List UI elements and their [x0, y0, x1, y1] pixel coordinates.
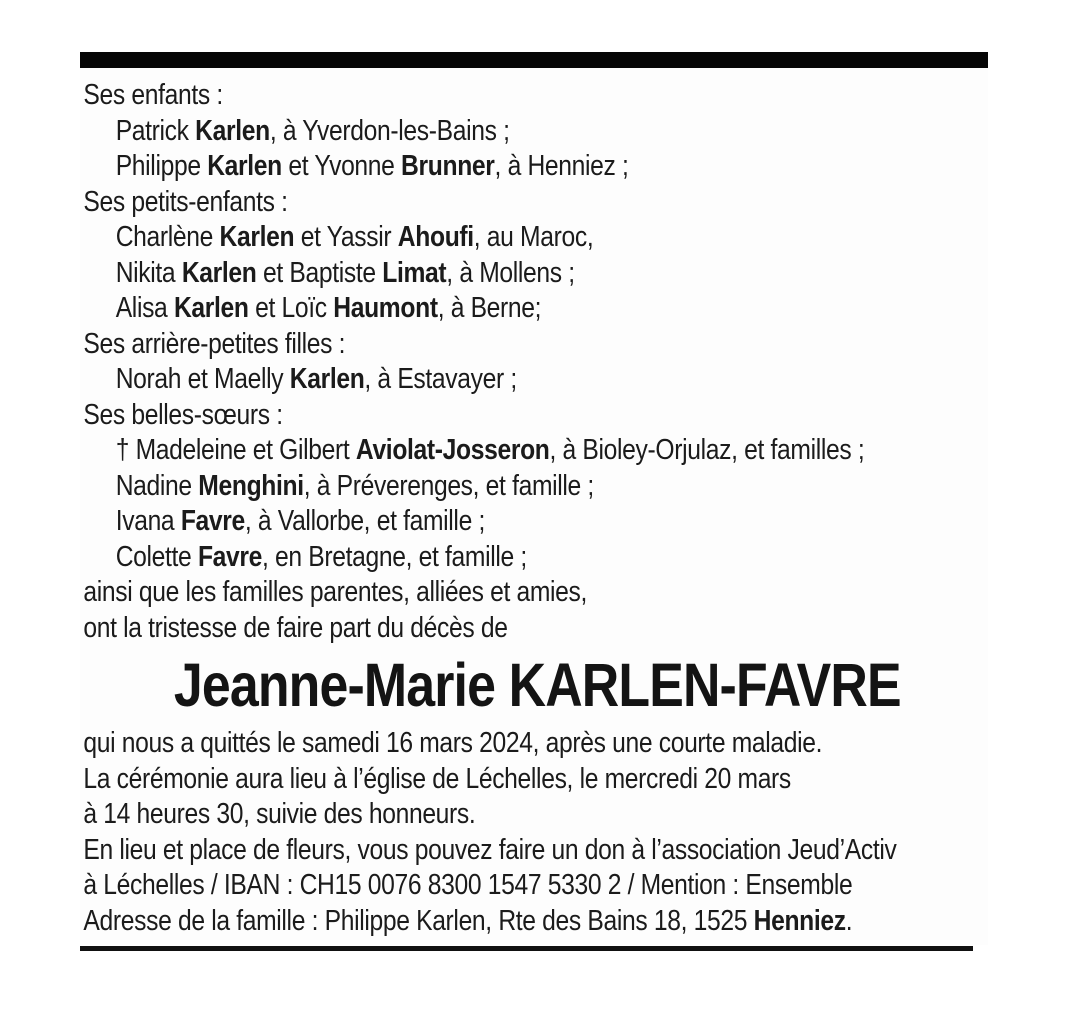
text-segment: La cérémonie aura lieu à l’église de Léchelles, le mercredi 20 mars: [83, 762, 791, 795]
text-line: [83, 362, 991, 398]
bottom-rule: [80, 946, 973, 951]
surname-bold: Haumont: [333, 292, 438, 324]
text-line: [83, 327, 991, 363]
text-line: [83, 797, 991, 833]
text-line: [83, 398, 991, 434]
text-line: [83, 469, 991, 505]
text-segment: , à Yverdon-les-Bains ;: [269, 114, 510, 147]
surname-bold: Henniez: [753, 904, 846, 937]
surname-bold: Favre: [197, 540, 263, 573]
text-segment: .: [845, 904, 853, 937]
obituary-notice: [80, 52, 988, 945]
surname-bold: Karlen: [173, 292, 249, 324]
text-segment: , à Estavayer ;: [364, 363, 517, 395]
text-line: [83, 868, 991, 904]
text-segment: , en Bretagne, et famille ;: [262, 540, 527, 573]
surname-bold: Karlen: [219, 221, 295, 253]
text-line: [83, 149, 991, 185]
surname-bold: Karlen: [195, 114, 270, 147]
text-segment: et Yvonne: [281, 150, 402, 182]
text-segment: , à Bioley-Orjulaz, et familles ;: [549, 434, 865, 466]
surname-bold: Karlen: [207, 150, 282, 182]
text-segment: qui nous a quittés le samedi 16 mars 2024, après une courte maladie.: [83, 727, 823, 759]
family-list-section: [83, 78, 991, 646]
text-segment: Philippe: [115, 150, 208, 182]
text-segment: ont la tristesse de faire part du décès de: [83, 611, 508, 644]
text-line: [83, 504, 991, 540]
text-segment: et Baptiste: [256, 256, 383, 289]
surname-bold: Favre: [180, 505, 245, 537]
text-segment: à 14 heures 30, suivie des honneurs.: [83, 798, 476, 830]
text-segment: et Loïc: [248, 292, 334, 324]
surname-bold: Ahoufi: [397, 221, 474, 253]
text-segment: Norah et Maelly: [115, 363, 290, 395]
text-segment: , au Maroc,: [473, 221, 594, 253]
text-line: [83, 762, 991, 798]
text-line: [83, 611, 991, 647]
surname-bold: Limat: [382, 256, 447, 289]
text-segment: Ivana: [115, 505, 181, 537]
text-segment: Alisa: [115, 292, 174, 324]
surname-bold: Brunner: [401, 150, 495, 182]
text-line: [83, 540, 991, 576]
text-line: [83, 114, 991, 150]
deceased-name-headline: Jeanne-Marie KARLEN-FAVRE: [173, 651, 901, 719]
text-line: [83, 433, 991, 469]
text-segment: † Madeleine et Gilbert: [115, 434, 356, 466]
text-line: [83, 78, 991, 114]
text-line: [83, 833, 991, 869]
surname-bold: Karlen: [181, 256, 257, 289]
text-segment: ainsi que les familles parentes, alliées et amies,: [83, 576, 588, 608]
text-segment: , à Mollens ;: [446, 256, 575, 289]
text-segment: Charlène: [115, 221, 220, 253]
text-segment: , à Berne;: [437, 292, 542, 324]
top-black-bar: [80, 52, 988, 68]
text-segment: Patrick: [115, 114, 196, 147]
text-line: [83, 291, 991, 327]
text-segment: Nadine: [115, 469, 199, 502]
ceremony-details-section: [83, 726, 991, 939]
text-line: [83, 256, 991, 292]
text-segment: , à Vallorbe, et famille ;: [244, 505, 485, 537]
text-segment: Ses belles-sœurs :: [83, 398, 283, 431]
surname-bold: Menghini: [198, 469, 304, 502]
text-line: [83, 220, 991, 256]
text-line: [83, 726, 991, 762]
surname-bold: Karlen: [289, 363, 365, 395]
text-segment: Nikita: [115, 256, 182, 289]
text-segment: , à Préverenges, et famille ;: [303, 469, 594, 502]
text-segment: Colette: [115, 540, 198, 573]
text-segment: à Léchelles / IBAN : CH15 0076 8300 1547 5330 2 / Mention : Ensemble: [83, 869, 853, 901]
notice-content: [80, 68, 991, 945]
text-segment: Ses enfants :: [83, 79, 223, 111]
text-line: [83, 575, 991, 611]
text-segment: Adresse de la famille : Philippe Karlen, Rte des Bains 18, 1525: [83, 904, 754, 937]
text-segment: , à Henniez ;: [494, 150, 629, 182]
text-segment: Ses arrière-petites filles :: [83, 327, 346, 360]
text-line: [83, 904, 991, 940]
text-segment: Ses petits-enfants :: [83, 185, 288, 218]
surname-bold: Aviolat-Josseron: [355, 434, 550, 466]
text-segment: En lieu et place de fleurs, vous pouvez faire un don à l’association Jeud’Activ: [83, 833, 897, 866]
text-segment: et Yassir: [294, 221, 398, 253]
text-line: [83, 185, 991, 221]
